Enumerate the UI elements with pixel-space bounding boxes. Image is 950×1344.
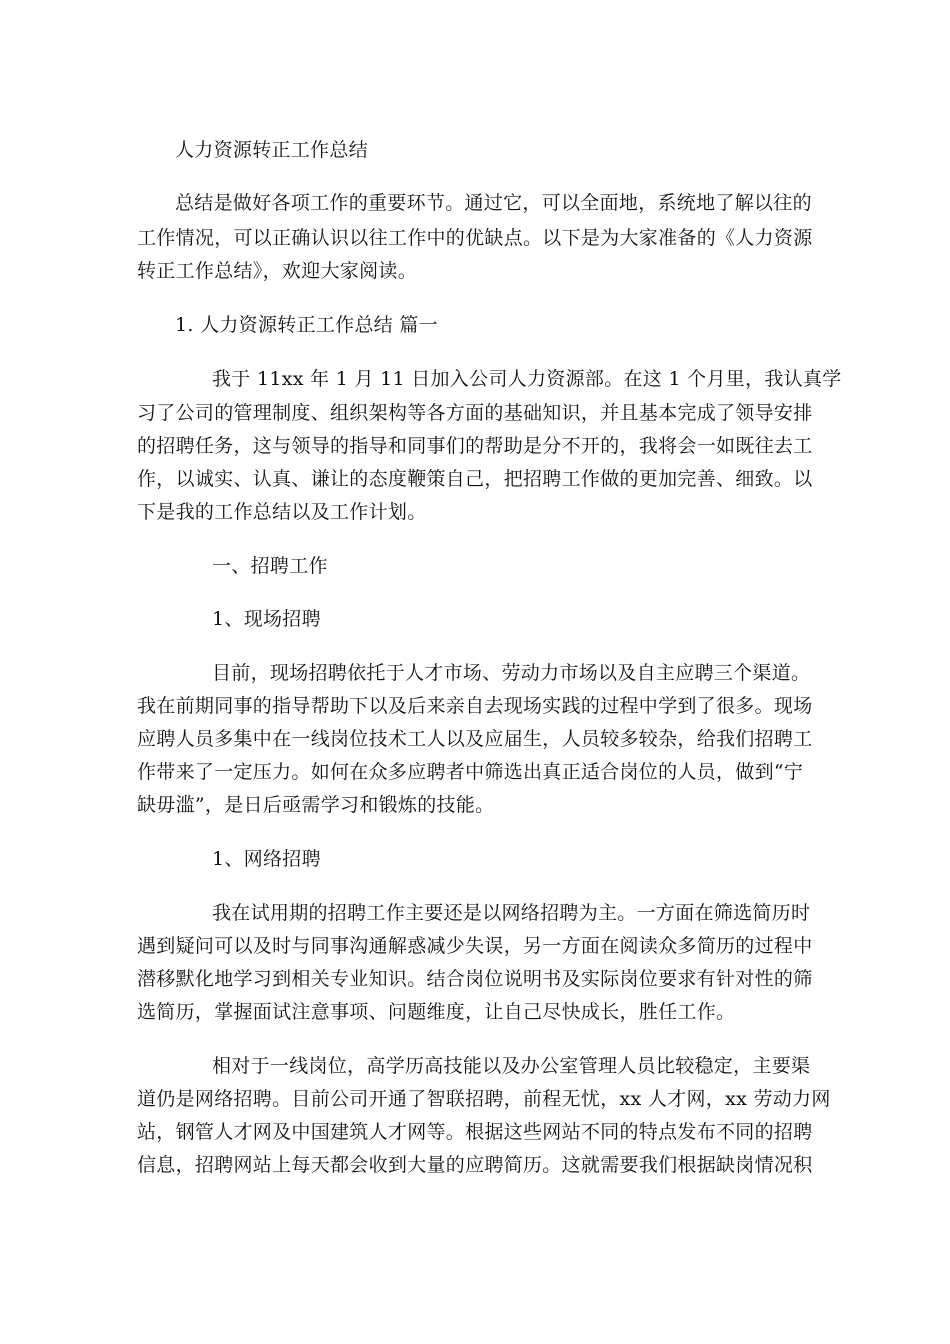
para3-line-2: 遇到疑问可以及时与同事沟通解惑减少失误，另一方面在阅读众多简历的过程中 (137, 935, 813, 957)
para4-line-4: 信息，招聘网站上每天都会收到大量的应聘简历。这就需要我们根据缺岗情况积 (137, 1154, 813, 1176)
heading-online: 1、网络招聘 (212, 848, 321, 870)
para1-line-2: 习了公司的管理制度、组织架构等各方面的基础知识，并且基本完成了领导安排 (137, 402, 813, 424)
para3-line-4: 选简历，掌握面试注意事项、问题维度，让自己尽快成长，胜任工作。 (137, 1001, 736, 1023)
intro-line-3: 转正工作总结》，欢迎大家阅读。 (137, 260, 418, 282)
heading-recruit: 一、招聘工作 (212, 555, 328, 577)
para3-line-1: 我在试用期的招聘工作主要还是以网络招聘为主。一方面在筛选简历时 (212, 902, 811, 924)
heading-onsite: 1、现场招聘 (212, 608, 321, 630)
para3-line-3: 潜移默化地学习到相关专业知识。结合岗位说明书及实际岗位要求有针对性的筛 (137, 968, 813, 990)
para1-line-1: 我于 11xx 年 1 月 11 日加入公司人力资源部。在这 1 个月里，我认真学 (212, 368, 842, 390)
para4-line-3: 站，钢管人才网及中国建筑人才网等。根据这些网站不同的特点发布不同的招聘 (137, 1121, 813, 1143)
para2-line-1: 目前，现场招聘依托于人才市场、劳动力市场以及自主应聘三个渠道。 (212, 662, 811, 684)
para4-line-1: 相对于一线岗位，高学历高技能以及办公室管理人员比较稳定，主要渠 (212, 1055, 811, 1077)
para2-line-3: 应聘人员多集中在一线岗位技术工人以及应届生，人员较多较杂，给我们招聘工 (137, 728, 813, 750)
para1-line-3: 的招聘任务，这与领导的指导和同事们的帮助是分不开的，我将会一如既往去工 (137, 435, 813, 457)
para2-line-4: 作带来了一定压力。如何在众多应聘者中筛选出真正适合岗位的人员，做到“宁 (137, 761, 804, 783)
para4-line-2: 道仍是网络招聘。目前公司开通了智联招聘，前程无忧，xx 人才网，xx 劳动力网 (137, 1088, 831, 1110)
para1-line-4: 作，以诚实、认真、谦让的态度鞭策自己，把招聘工作做的更加完善、细致。以 (137, 468, 813, 490)
para2-line-5: 缺毋滥”，是日后亟需学习和锻炼的技能。 (137, 794, 495, 816)
section-heading: 1. 人力资源转正工作总结 篇一 (175, 314, 439, 336)
para2-line-2: 我在前期同事的指导帮助下以及后来亲自去现场实践的过程中学到了很多。现场 (137, 695, 813, 717)
intro-line-1: 总结是做好各项工作的重要环节。通过它，可以全面地，系统地了解以往的 (175, 192, 812, 214)
intro-line-2: 工作情况，可以正确认识以往工作中的优缺点。以下是为大家准备的《人力资源 (137, 227, 813, 249)
document-title: 人力资源转正工作总结 (175, 139, 369, 161)
para1-line-5: 下是我的工作总结以及工作计划。 (137, 501, 427, 523)
